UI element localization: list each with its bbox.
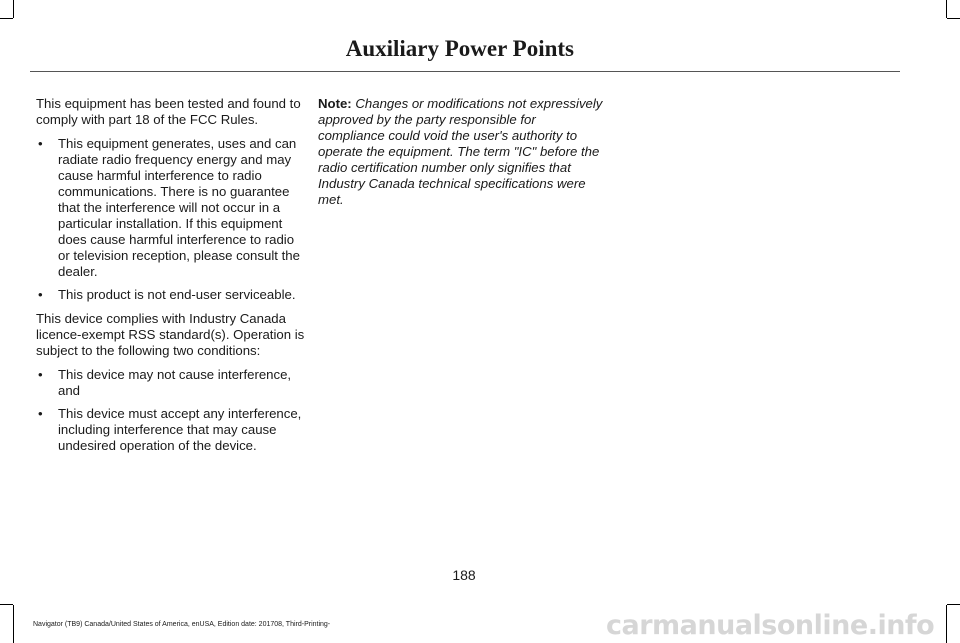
bullet-list [36,367,308,454]
page-title: Auxiliary Power Points [345,36,574,61]
watermark-logo: carmanualsonline.info [606,610,935,641]
bullet-list [36,136,308,303]
note-text: Changes or modifications not expressively approved by the party responsible for compliance could void the user's authority to operate the equipment. The term "IC" before the radio certification number only signifies that Industry Canada technical specifications were met. [318,96,603,207]
conditions-paragraph: This device complies with Industry Canada licence-exempt RSS standard(s). Operation is subject to the following two conditions: [36,311,305,358]
crop-mark [946,605,947,643]
crop-mark [947,604,960,605]
crop-mark [947,18,960,19]
bullet-icon: • [38,136,43,151]
crop-mark [0,604,13,605]
crop-mark [0,18,13,19]
list-item-text: This device must accept any interference, including interference that may cause undesired operation of the device. [58,406,302,453]
page-number: 188 [452,567,476,583]
list-item-text: This product is not end-user serviceable. [58,287,296,302]
note-paragraph [318,96,606,208]
left-column [36,96,308,462]
right-column [318,96,606,216]
intro-paragraph: This equipment has been tested and found to comply with part 18 of the FCC Rules. [36,96,301,127]
list-item [36,367,308,399]
crop-mark [13,0,14,18]
edition-footer: Navigator (TB9) Canada/United States of America, enUSA, Edition date: 201708, Third-Printing- [33,621,331,628]
list-item [36,287,308,303]
bullet-icon: • [38,287,43,302]
list-item [36,406,308,454]
list-item [36,136,308,280]
list-item-text: This equipment generates, uses and can radiate radio frequency energy and may cause harmful interference to radio communications. There is no guarantee that the interference will not occur in a particular installation. If this equipment does cause harmful interference to radio or television reception, please consult the dealer. [58,136,300,279]
crop-mark [13,605,14,643]
note-label: Note: [318,96,352,111]
bullet-icon: • [38,406,43,421]
bullet-icon: • [38,367,43,382]
list-item-text: This device may not cause interference, and [58,367,292,398]
title-divider [30,71,900,72]
crop-mark [946,0,947,18]
